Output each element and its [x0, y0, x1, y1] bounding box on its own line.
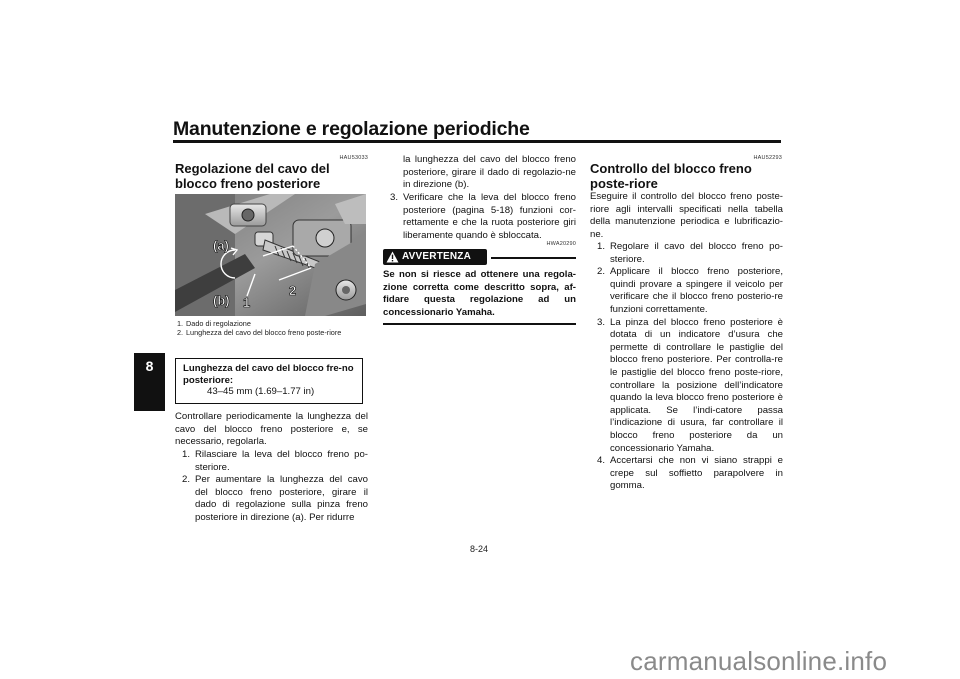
list-item: 3. Verificare che la leva del blocco freno posteriore (pagina 5-18) funzioni cor-rettamente e che la ruota posteriore giri liberamente quando è sbloccata.	[390, 192, 576, 241]
spec-label: Lunghezza del cavo del blocco fre-no posteriore:	[183, 363, 354, 386]
chapter-tab: 8	[134, 353, 165, 411]
brake-caliper-photo	[175, 194, 366, 316]
right-intro: Eseguire il controllo del blocco freno poste-riore agli intervalli specificati nella tabella della manutenzione periodica e lubrificazio-ne.	[590, 191, 783, 240]
section-heading: Controllo del blocco freno poste-riore	[590, 161, 752, 191]
figure-callout-2: 2	[289, 283, 297, 298]
caption-item: 2. Lunghezza del cavo del blocco freno poste-riore	[177, 328, 342, 337]
figure-label-a: (a)	[213, 238, 229, 253]
left-intro: Controllare periodicamente la lunghezza del cavo del blocco freno posteriore e, se necessario, regolarla.	[175, 411, 368, 448]
page-number: 8-24	[469, 544, 488, 554]
warning-icon	[386, 251, 399, 263]
list-item: 2. Per aumentare la lunghezza del cavo del blocco freno posteriore, girare il dado di regolazione sulla pinza freno posteriore in direzione (a). Per ridurre	[182, 474, 368, 523]
list-item: 2. Applicare il blocco freno posteriore, quindi provare a spingere il veicolo per verificare che il blocco freno posterio-re funzioni correttamente.	[597, 266, 783, 315]
section-code: HAU52293	[753, 155, 782, 161]
warning-badge: AVVERTENZA	[383, 249, 487, 265]
warning-bottom-rule	[383, 323, 576, 325]
list-item: 1. Regolare il cavo del blocco freno po-steriore.	[597, 241, 783, 265]
figure-callout-1: 1	[243, 295, 251, 310]
middle-steps	[383, 192, 576, 242]
list-item: 3. La pinza del blocco freno posteriore è dotata di un indicatore d’usura che permette di controllare le pastiglie del blocco freno posteriore. Per controlla-re le pastiglie del blocco freno poste-riore, controllare la posizione dell’indicatore quando la leva blocco freno posteriore è applicata. Se l’indi-catore passa l’indicazione di usura, far controllare il blocco freno posteriore da un concessionario Yamaha.	[597, 316, 783, 454]
list-item: 1. Rilasciare la leva del blocco freno po-steriore.	[182, 449, 368, 473]
warning-header	[383, 249, 576, 265]
figure-captions	[175, 319, 368, 337]
watermark: carmanualsonline.info	[630, 646, 888, 676]
spec-box	[175, 358, 363, 404]
spec-value: 43–45 mm (1.69–1.77 in)	[207, 386, 315, 397]
warning-text: Se non si riesce ad ottenere una regola-zione corretta come descritto sopra, af-fidare questa regolazione ad un concessionario Yamaha.	[383, 269, 576, 318]
left-steps	[175, 449, 368, 525]
figure-label-b: (b)	[213, 293, 230, 308]
header-rule	[173, 140, 781, 143]
section-code: HAU53033	[339, 155, 368, 161]
middle-continuation: la lunghezza del cavo del blocco freno posteriore, girare il dado di regolazio-ne in direzione (b).	[403, 154, 576, 191]
page-title: Manutenzione e regolazione periodiche	[173, 118, 530, 140]
warning-rule	[491, 257, 576, 259]
warning-code: HWA20290	[546, 241, 576, 247]
list-item: 4. Accertarsi che non vi siano strappi e crepe sul soffietto parapolvere in gomma.	[597, 455, 783, 492]
right-steps	[590, 241, 783, 493]
section-heading: Regolazione del cavo del blocco freno posteriore	[175, 161, 330, 191]
caption-item: 1. Dado di regolazione	[177, 319, 251, 328]
